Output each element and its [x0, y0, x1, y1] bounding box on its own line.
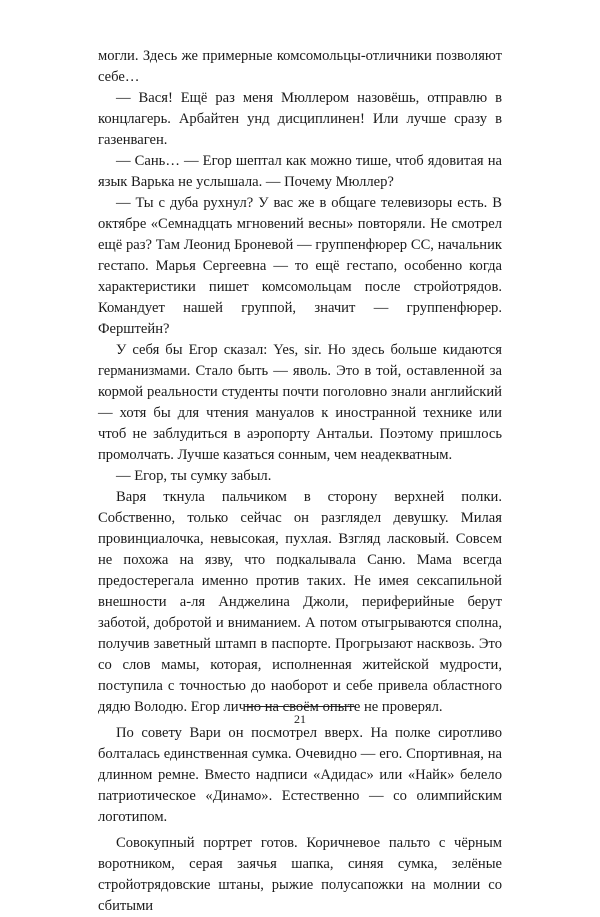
footer-rule [244, 706, 356, 707]
paragraph: Совокупный портрет готов. Коричневое пальто с чёрным воротником, серая заячья шапка, синяя сумка, зелёные стройотрядовские штаны, рыжие полусапожки на молнии со сбитыми [98, 835, 502, 914]
page-number: 21 [294, 712, 306, 726]
page-body [98, 46, 502, 917]
paragraph: — Ты с дуба рухнул? У вас же в общаге телевизоры есть. В октябре «Семнадцать мгновений весны» повторяли. Не смотрел ещё раз? Там Леонид Броневой — группенфюрер СС, начальник гестапо. Марья Сергеевна — то ещё гестапо, особенно когда характеристики пишет комсомольцам после стройотрядов. Командует нашей группой, значит — группенфюрер. Ферштейн? [98, 195, 502, 337]
paragraph: Варя ткнула пальчиком в сторону верхней полки. Собственно, только сейчас он разглядел девушку. Милая провинциалочка, невысокая, пухлая. Взгляд ласковый. Совсем не похожа на язву, что подкалывала Саню. Мама всегда предостерегала именно против таких. Не имея сексапильной внешности а-ля Анджелина Джоли, периферийные берут заботой, добротой и вниманием. А потом отыгрываются сполна, получив заветный штамп в паспорте. Прогрызают насквозь. Это со слов мамы, которая, исполненная житейской мудрости, поступила с точностью до наоборот и себе привела областного дядю Володю. Егор лично на своём опыте не проверял. [98, 489, 502, 715]
paragraph: У себя бы Егор сказал: Yes, sir. Но здесь больше кидаются германизмами. Стало быть — яволь. Это в той, оставленной за кормой реальности студенты почти поголовно знали английский — хотя бы для чтения мануалов к иностранной технике или чтоб не заблудиться в аэропорту Антальи. Поэтому пришлось промолчать. Лучше казаться сонным, чем неадекватным. [98, 342, 502, 463]
paragraph: — Егор, ты сумку забыл. [116, 468, 272, 484]
paragraph: могли. Здесь же примерные комсомольцы-отличники позволяют себе… [98, 48, 502, 85]
paragraph: — Вася! Ещё раз меня Мюллером назовёшь, отправлю в концлагерь. Арбайтен унд дисциплинен! Или лучше сразу в газенваген. [98, 90, 502, 148]
paragraph: — Сань… — Егор шептал как можно тише, чтоб ядовитая на язык Варька не услышала. — Почему Мюллер? [98, 153, 502, 190]
paragraph: По совету Вари он посмотрел вверх. На полке сиротливо болталась единственная сумка. Очевидно — его. Спортивная, на длинном ремне. Вместо надписи «Адидас» или «Найк» белело патриотическое «Динамо». Естественно — со олимпийским логотипом. [98, 725, 502, 825]
